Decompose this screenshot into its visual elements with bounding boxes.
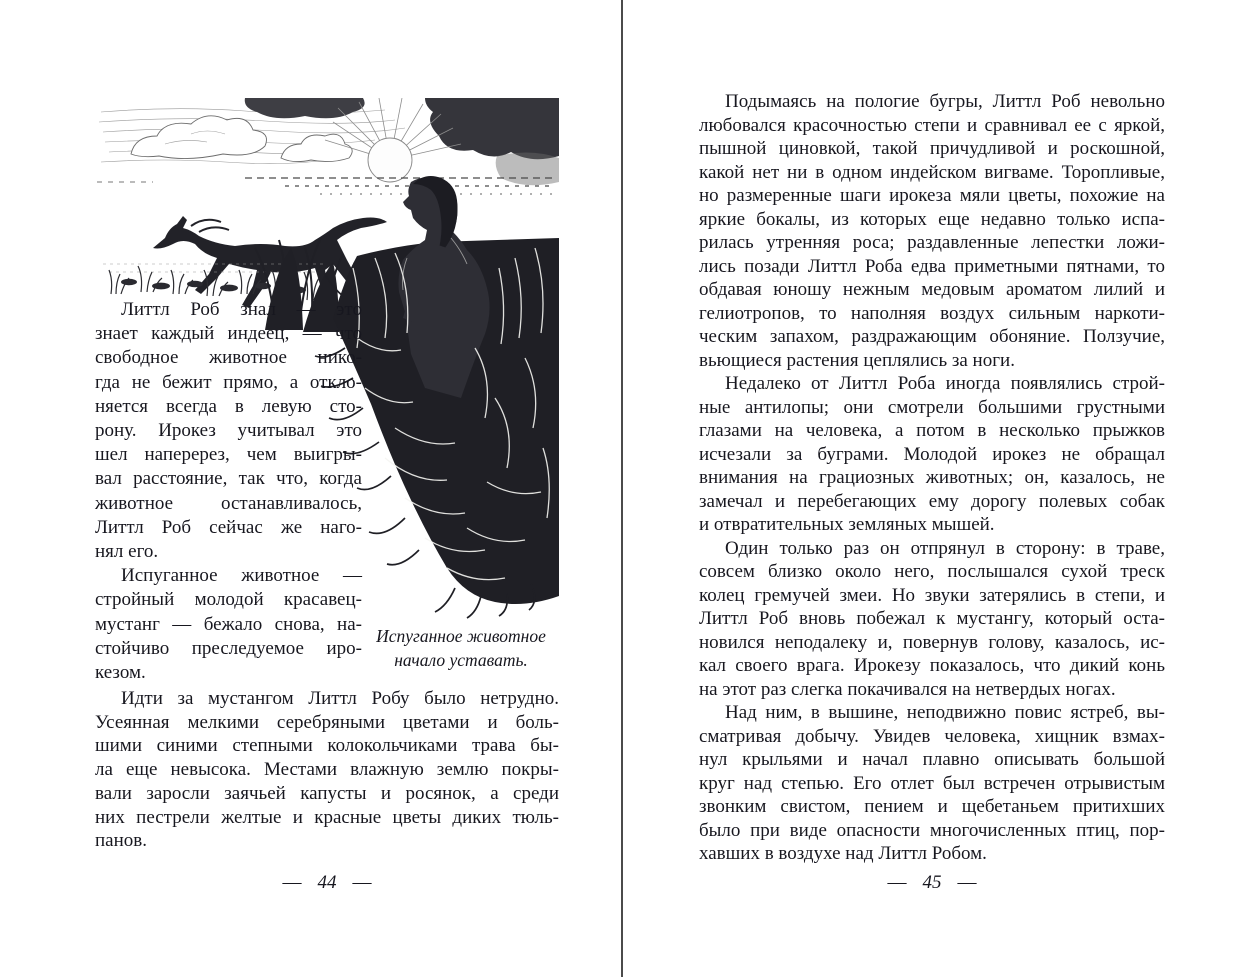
text-line: Подымаясь на пологие бугры, Литтл Роб невольно bbox=[725, 91, 1165, 112]
text-line: няется всегда в левую сто- bbox=[95, 395, 362, 417]
text-line: рилась утренняя роса; раздавленные лепестки ложи- bbox=[699, 232, 1165, 253]
left-bottom-paragraph bbox=[95, 687, 559, 853]
paragraph bbox=[95, 564, 362, 685]
text-line: обдавая юношу нежным медовым ароматом лилий и bbox=[699, 279, 1165, 300]
text-line: шел наперерез, чем выигры- bbox=[95, 444, 362, 466]
paragraph bbox=[699, 701, 1165, 866]
text-line: Литтл Роб вновь побежал к мустангу, который оста- bbox=[699, 608, 1165, 629]
text-line: замечал и перебегающих ему дорогу полевых собак bbox=[699, 490, 1165, 512]
text-line: исчезали за буграми. Молодой ирокез не обращал bbox=[699, 443, 1165, 465]
text-line: вал расстояние, так что, когда bbox=[95, 468, 362, 490]
text-line: колец гремучей змеи. Но звуки затерялись в степи, и bbox=[699, 584, 1165, 606]
text-line: них пестрели желтые и красные цветы диких тюль- bbox=[95, 806, 559, 828]
horizon bbox=[97, 178, 557, 194]
footer-dash: — bbox=[887, 872, 907, 893]
text-line: ные антилопы; они смотрели большими грустными bbox=[699, 396, 1165, 418]
caption-line: Испуганное животное bbox=[376, 626, 546, 646]
text-line: глазами на человека, а потом в несколько прыжков bbox=[699, 420, 1165, 441]
text-line: Испуганное животное — bbox=[121, 565, 362, 587]
page-number: 45 bbox=[922, 872, 942, 893]
page-right bbox=[623, 0, 1242, 977]
text-line: совсем близко около него, послышался сухой треск bbox=[699, 561, 1165, 582]
text-line: вали заросли заячьей капусты и росянок, а среди bbox=[95, 782, 559, 804]
footer-dash: — bbox=[282, 872, 302, 893]
text-line: было при виде опасности многочисленных птиц, пор- bbox=[699, 819, 1165, 841]
caption-line: начало уставать. bbox=[394, 650, 528, 670]
paragraph bbox=[699, 372, 1165, 537]
text-line: пышной циновкой, такой причудливой и роскошной, bbox=[699, 138, 1165, 159]
text-line: ла еще невысока. Местами влажную землю покры- bbox=[95, 759, 559, 781]
text-line: круг над степью. Его отлет был встречен отрывистым bbox=[699, 772, 1165, 794]
text-line: животное останавливалось, bbox=[95, 492, 362, 514]
text-line: нял его. bbox=[95, 541, 159, 563]
text-line: вьющиеся растения цеплялись за ноги. bbox=[699, 349, 1015, 371]
text-line: Литтл Роб знал — это bbox=[121, 299, 362, 320]
text-line: кал своего врага. Ирокезу показалось, что дикий конь bbox=[699, 655, 1165, 676]
text-line: какой нет ни в одном индейском вигваме. Торопливые, bbox=[699, 161, 1165, 183]
text-line: лись позади Литтл Роба едва приметными пятнами, то bbox=[699, 255, 1165, 277]
text-line: и отвратительных земляных мышей. bbox=[699, 514, 995, 535]
text-line: Идти за мустангом Литтл Робу было нетрудно. bbox=[121, 688, 559, 709]
page-number-left bbox=[95, 872, 559, 894]
text-line: стойчиво преследуемое иро- bbox=[95, 637, 362, 659]
paragraph bbox=[699, 90, 1165, 372]
page-number-right bbox=[699, 872, 1165, 894]
text-line: звонким свистом, пением и щебетаньем притихших bbox=[699, 796, 1165, 817]
paragraph bbox=[95, 687, 559, 853]
text-line: нул крыльями и начал плавно описывать большой bbox=[699, 749, 1165, 770]
clouds bbox=[131, 116, 352, 162]
text-line: сматривая добычу. Увидев человека, хищник взмах- bbox=[699, 725, 1165, 747]
text-line: Один только раз он отпрянул в сторону: в траве, bbox=[725, 537, 1165, 559]
dark-cloud-center bbox=[245, 98, 365, 118]
dark-cloud-right bbox=[425, 98, 559, 159]
text-line: кезом. bbox=[95, 662, 146, 684]
footer-dash: — bbox=[957, 872, 977, 893]
footer-dash: — bbox=[352, 872, 372, 893]
text-line: стройный молодой красавец- bbox=[95, 589, 362, 611]
text-line: гелиотропов, то наполняя воздух сильным наркоти- bbox=[699, 302, 1165, 324]
text-line: любовался красочностью степи и сравнивал ее с яркой, bbox=[699, 114, 1165, 136]
text-line: хавших в воздухе над Литтл Робом. bbox=[699, 843, 987, 864]
text-line: новился неподалеку и, повернув голову, казалось, ис- bbox=[699, 631, 1165, 653]
right-text-column bbox=[699, 90, 1165, 866]
paragraph bbox=[95, 298, 362, 564]
text-line: рону. Ирокез учитывал это bbox=[95, 420, 362, 442]
text-line: Литтл Роб сейчас же наго- bbox=[95, 516, 362, 538]
left-narrow-column bbox=[95, 298, 362, 685]
text-line: шими синими степными колокольчиками трава бы- bbox=[95, 735, 559, 757]
text-line: гда не бежит прямо, а откло- bbox=[95, 371, 362, 393]
illustration-caption bbox=[342, 624, 580, 672]
page-number: 44 bbox=[317, 872, 337, 893]
text-line: но размеренные шаги ирокеза мяли цветы, похожие на bbox=[699, 185, 1165, 206]
text-line: Усеянная мелкими серебряными цветами и боль- bbox=[95, 711, 559, 733]
text-line: мустанг — бежало снова, на- bbox=[95, 613, 362, 635]
text-line: Недалеко от Литтл Роба иногда появлялись строй- bbox=[725, 373, 1165, 394]
paragraph bbox=[699, 537, 1165, 702]
text-line: свободное животное нико- bbox=[95, 347, 362, 369]
text-line: знает каждый индеец, — что bbox=[95, 323, 362, 345]
cloud-shadow bbox=[496, 152, 559, 185]
text-line: Над ним, в вышине, неподвижно повис ястреб, вы- bbox=[725, 702, 1165, 723]
text-line: ческим запахом, раздражающим обоняние. Ползучие, bbox=[699, 326, 1165, 347]
text-line: на этот раз слегка покачивался на нетвердых ногах. bbox=[699, 678, 1116, 700]
text-line: яркие бокалы, из которых еще недавно только испа- bbox=[699, 208, 1165, 230]
text-line: внимания на грациозных животных; он, казалось, не bbox=[699, 467, 1165, 488]
text-line: панов. bbox=[95, 830, 147, 852]
